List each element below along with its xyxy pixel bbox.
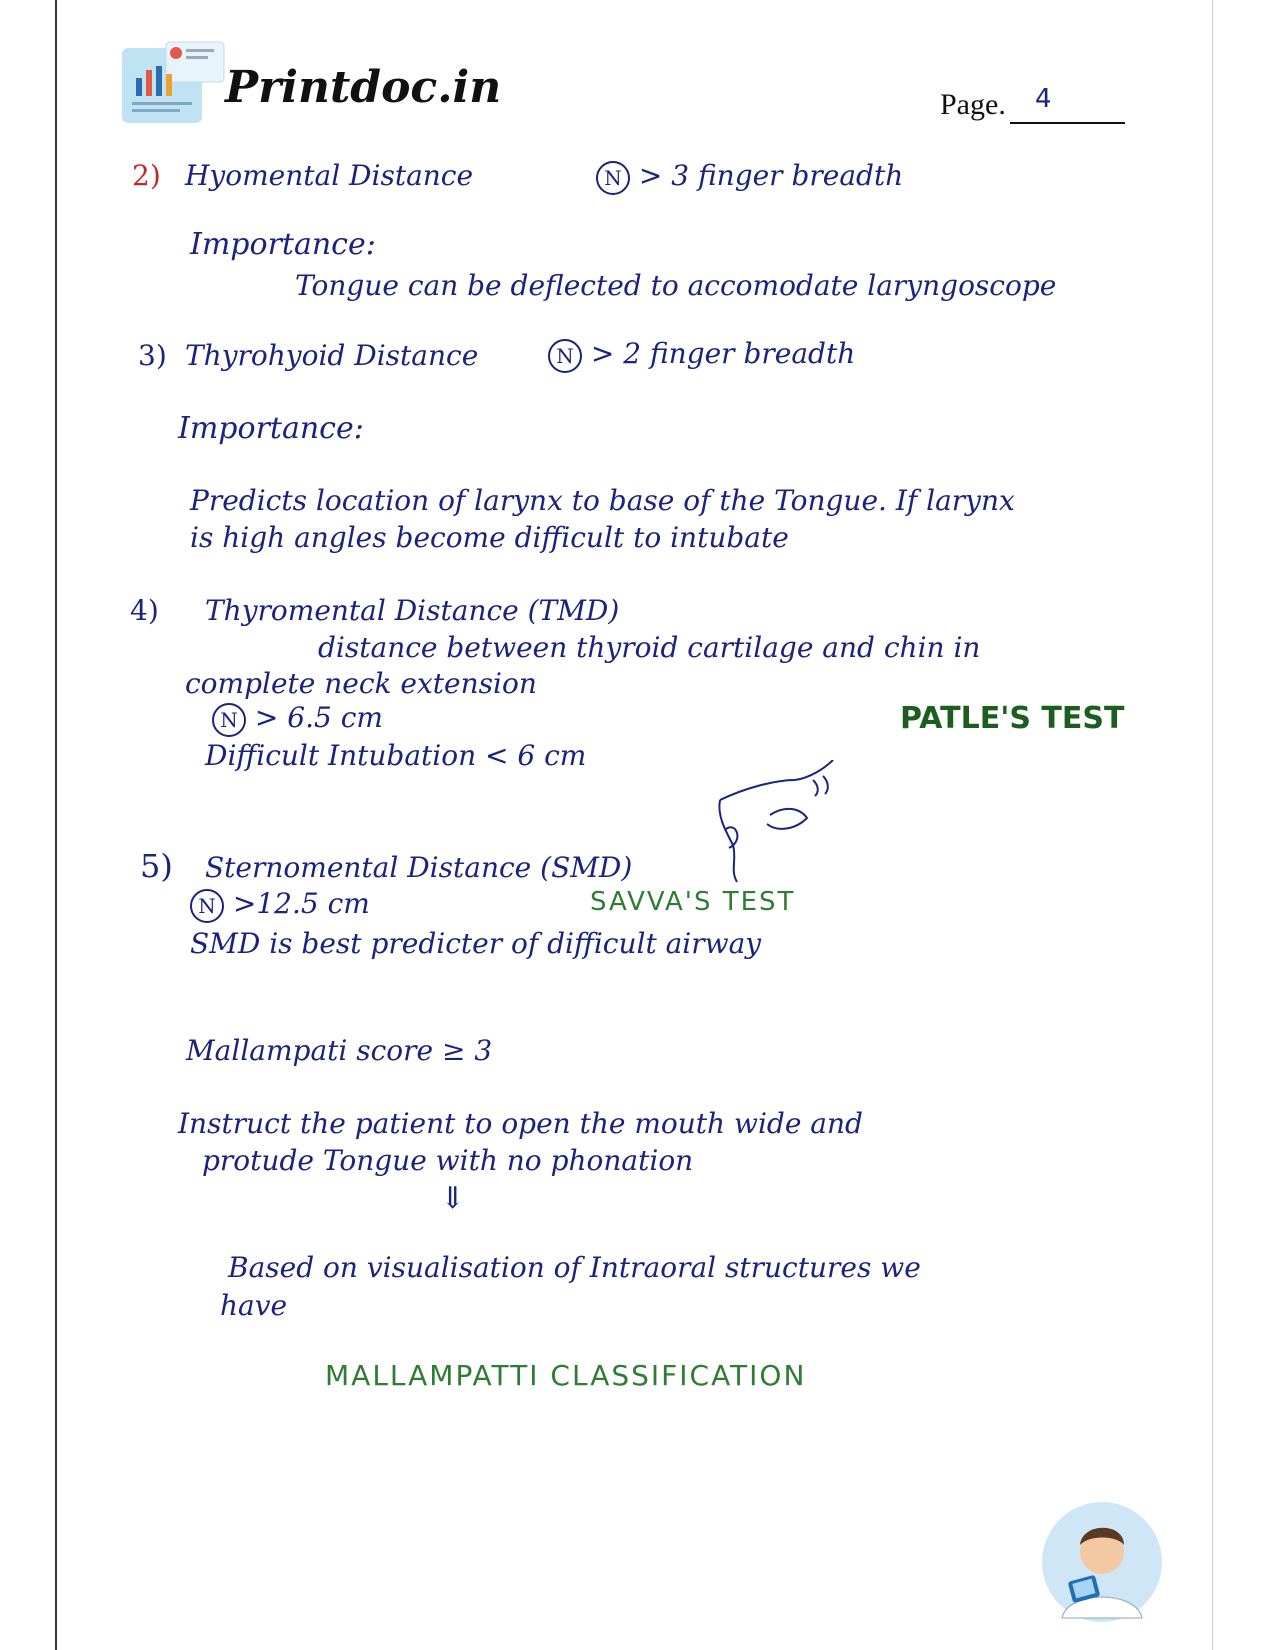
definition-line: distance between thyroid cartilage and chin in (318, 631, 981, 664)
thyromental-normal (212, 702, 383, 737)
mallampatti-classification-heading: MALLAMPATTI CLASSIFICATION (325, 1359, 807, 1392)
based-line: Based on visualisation of Intraoral structures we (228, 1251, 921, 1284)
item-number: 4) (130, 594, 159, 627)
normal-value: >12.5 cm (232, 887, 370, 920)
item-number: 2) (132, 159, 161, 192)
thyromental-title: Thyromental Distance (TMD) (205, 594, 620, 627)
thyrohyoid-normal (548, 338, 855, 373)
hyomental-normal (596, 160, 903, 195)
thyrohyoid-title: Thyrohyoid Distance (185, 339, 479, 372)
neck-profile-sketch-icon (715, 760, 875, 890)
normal-symbol-icon: N (212, 703, 246, 737)
difficult-intubation: Difficult Intubation < 6 cm (205, 739, 587, 772)
page-edge (55, 0, 57, 1650)
item-number: 5) (140, 847, 173, 885)
importance-heading: Importance: (178, 411, 364, 446)
doctor-avatar-icon (1040, 1500, 1165, 1625)
instruct-line: protude Tongue with no phonation (202, 1144, 694, 1177)
normal-value: > 2 finger breadth (590, 337, 856, 370)
printdoc-logo-icon (120, 38, 230, 128)
based-line: have (220, 1289, 288, 1322)
item-number: 3) (138, 339, 167, 372)
sternomental-normal (190, 888, 370, 923)
instruct-line: Instruct the patient to open the mouth wide and (178, 1107, 863, 1140)
normal-symbol-icon: N (548, 339, 582, 373)
importance-heading: Importance: (190, 227, 376, 262)
importance-line: Predicts location of larynx to base of the Tongue. If larynx (190, 484, 1015, 517)
hyomental-title: Hyomental Distance (185, 159, 474, 192)
definition-line: complete neck extension (185, 667, 537, 700)
importance-line: is high angles become difficult to intubate (190, 521, 789, 554)
brand-name: Printdoc.in (225, 62, 502, 113)
page-label: Page. (940, 88, 1006, 121)
importance-text: Tongue can be deflected to accomodate laryngoscope (295, 269, 1057, 302)
normal-symbol-icon: N (596, 161, 630, 195)
normal-value: > 6.5 cm (254, 701, 383, 734)
page-number: 4 (1010, 84, 1125, 124)
sternomental-title: Sternomental Distance (SMD) (205, 851, 633, 884)
normal-value: > 3 finger breadth (638, 159, 904, 192)
patles-test-label: PATLE'S TEST (900, 701, 1125, 736)
savvas-test-label: SAVVA'S TEST (590, 887, 796, 917)
down-arrow-icon: ⇓ (440, 1181, 466, 1216)
smd-note: SMD is best predicter of difficult airway (190, 927, 762, 960)
page-edge-right (1212, 0, 1213, 1650)
mallampati-score: Mallampati score ≥ 3 (186, 1034, 493, 1067)
normal-symbol-icon: N (190, 889, 224, 923)
